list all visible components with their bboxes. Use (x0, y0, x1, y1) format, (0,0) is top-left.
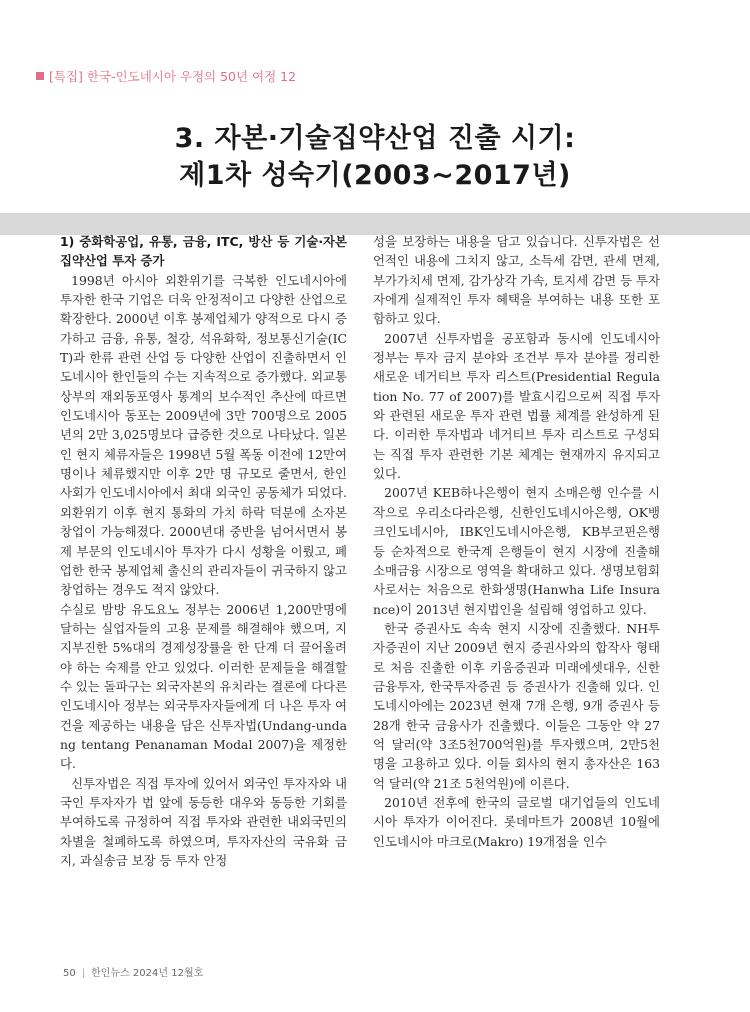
paragraph: 성을 보장하는 내용을 담고 있습니다. 신투자법은 선언적인 내용에 그치지 않고, 소득세 감면, 관세 면제, 부가가치세 면제, 감가상각 가속, 토지세 감면 등 투자자에게 실제적인 투자 혜택을 부여하는 내용 또한 포함하고 있다. (373, 234, 660, 327)
publication-name: 한인뉴스 2024년 12월호 (91, 968, 204, 979)
paragraph: 2007년 KEB하나은행이 현지 소매은행 인수를 시작으로 우리소다라은행, 신한인도네시아은행, OK뱅크인도네시아, IBK인도네시아은행, KB부코핀은행 등 순차적으로 한국계 은행들이 현지 시장에 진출해 소매금융 시장으로 영역을 확대하고 있다. 생명보험회사로서는 처음으로 한화생명(Hanwha Life Insurance)이 2013년 현지법인을 설립해 영업하고 있다. (373, 485, 660, 617)
paragraph: 한국 증권사도 속속 현지 시장에 진출했다. NH투자증권이 지난 2009년 현지 증권사와의 합작사 형태로 처음 진출한 이후 키움증권과 미래에셋대우, 신한금융투자, 한국투자증권 등 증권사가 진출해 있다. 인도네시아에는 2023년 현재 7개 은행, 9개 증권사 등 28개 한국 금융사가 진출했다. 이들은 그동안 약 27억 달러(약 3조5천700억원)를 투자했으며, 2만5천명을 고용하고 있다. 이들 회사의 현지 총자산은 163억 달러(약 21조 5천억원)에 이른다. (373, 620, 660, 791)
left-column (60, 232, 347, 870)
section-heading: 1) 중화학공업, 유통, 금융, ITC, 방산 등 기술·자본집약산업 투자 증가 (60, 234, 347, 269)
page-footer (63, 964, 203, 979)
footer-separator: | (81, 968, 86, 979)
series-label (36, 67, 296, 85)
paragraph: 신투자법은 직접 투자에 있어서 외국인 투자자와 내국인 투자자가 법 앞에 동등한 대우와 동등한 기회를 부여하도록 규정하여 직접 투자와 관련한 내외국민의 차별을 철폐하도록 하였으며, 투자자산의 국유화 금지, 과실송금 보장 등 투자 안정 (60, 775, 347, 868)
right-column (373, 232, 660, 851)
paragraph: 2007년 신투자법을 공포함과 동시에 인도네시아 정부는 투자 금지 분야와 조건부 투자 분야를 정리한 새로운 네거티브 투자 리스트(Presidential Regulation No. 77 of 2007)를 발효시킴으로써 직접 투자와 관련된 새로운 투자 관련 법률 체계를 완성하게 된다. 이러한 투자법과 네거티브 투자 리스트로 구성되는 직접 투자 관련한 기본 체계는 현재까지 유지되고 있다. (373, 330, 660, 482)
article-title-line2: 제1차 성숙기(2003~2017년) (179, 160, 571, 191)
paragraph: 2010년 전후에 한국의 글로벌 대기업들의 인도네시아 투자가 이어진다. 롯데마트가 2008년 10월에 인도네시아 마크로(Makro) 19개점을 인수 (373, 794, 660, 849)
article-title-line1: 3. 자본·기술집약산업 진출 시기: (174, 123, 576, 154)
series-label-text: [특집] 한국-인도네시아 우정의 50년 여정 12 (49, 69, 297, 84)
page-number: 50 (63, 968, 76, 979)
paragraph: 수실로 밤방 유도요노 정부는 2006년 1,200만명에 달하는 실업자들의 고용 문제를 해결해야 했으며, 지지부진한 5%대의 경제성장률을 한 단계 더 끌어올려야 하는 숙제를 안고 있었다. 이러한 문제들을 해결할 수 있는 돌파구는 외국자본의 유치라는 결론에 다다른 인도네시아 정부는 외국투자자들에게 더 나은 투자 여건을 제공하는 내용을 담은 신투자법(Undang-undang tentang Penanaman Modal 2007)을 제정한다. (60, 601, 347, 772)
series-square-icon (36, 72, 44, 80)
paragraph: 1998년 아시아 외환위기를 극복한 인도네시아에 투자한 한국 기업은 더욱 안정적이고 다양한 산업으로 확장한다. 2000년 이후 봉제업체가 양적으로 다시 증가하고 금융, 유통, 철강, 석유화학, 정보통신기술(ICT)과 한류 관련 산업 등 다양한 산업이 진출하면서 인도네시아 한인들의 수는 지속적으로 증가했다. 외교통상부의 재외동포영사 통계의 보수적인 추산에 따르면 인도네시아 동포는 2009년에 3만 700명으로 2005년의 2만 3,025명보다 급증한 것으로 나타났다. 일본인 현지 체류자들은 1998년 5월 폭동 이전에 12만여 명이나 체류했지만 이후 2만 명 규모로 줄면서, 한인사회가 인도네시아에서 최대 외국인 공동체가 되었다. 외환위기 이후 현지 통화의 가치 하락 덕분에 소자본 창업이 가능해졌다. 2000년대 중반을 넘어서면서 봉제 부문의 인도네시아 투자가 다시 성황을 이뤘고, 폐업한 한국 봉제업체 출신의 관리자들이 귀국하지 않고 창업하는 경우도 적지 않았다. (60, 272, 347, 598)
